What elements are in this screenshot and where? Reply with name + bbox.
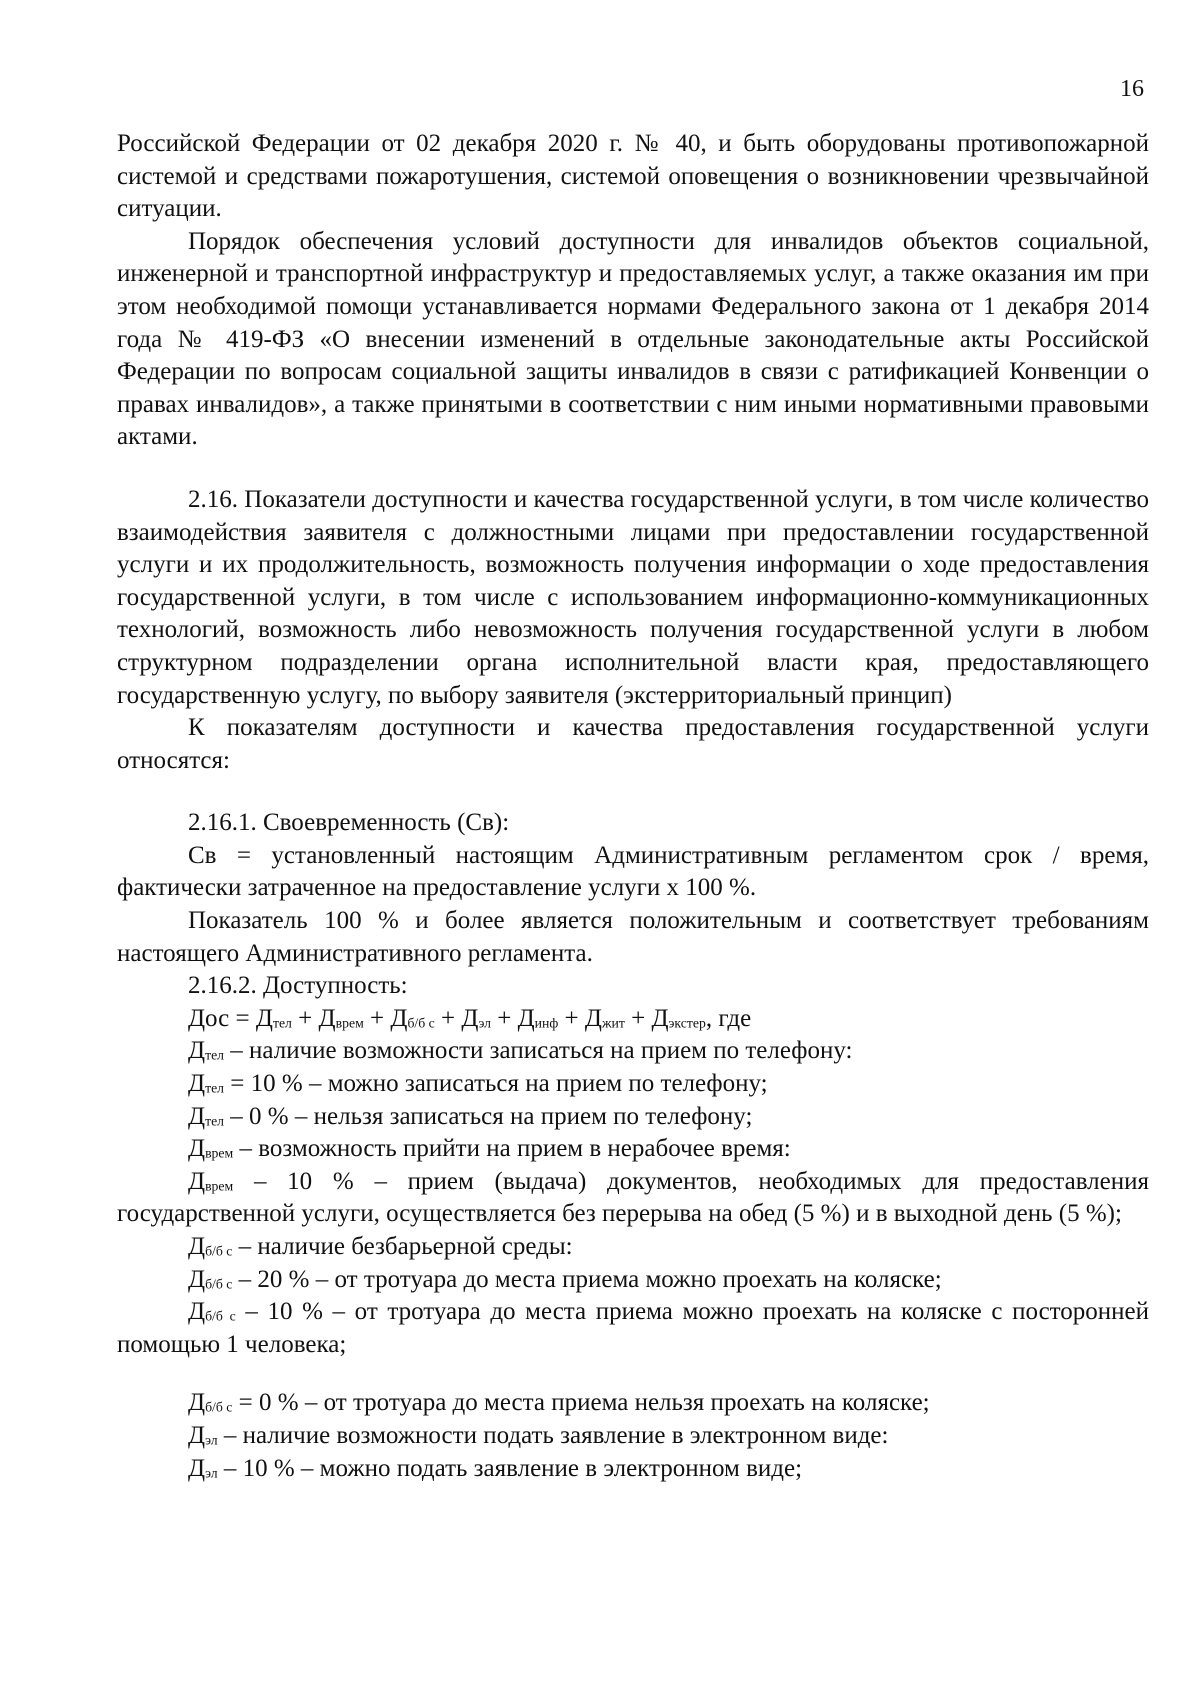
formula-term: $Д_{б/б с}$ +	[390, 1004, 462, 1032]
indicator-item: $Д_{эл} - 10$ % – можно подать заявление в электронном виде;	[188, 1454, 803, 1482]
subsection-heading: 2.16.2. Доступность:	[188, 972, 408, 1000]
accessibility-formula	[117, 1003, 1149, 1036]
page-number: 16	[1120, 76, 1144, 102]
paragraph: Порядок обеспечения условий доступности для инвалидов объектов социальной, инженерной и транспортной инфраструктур и предоставляемых услуг, а также оказания им при этом необходимой помощи устанавливается нормами Федерального закона от 1 декабря 2014 года № 419-ФЗ «О внесении изменений в отдельные законодательные акты Российской Федерации по вопросам социальной защиты инвалидов в связи с ратификацией Конвенции о правах инвалидов», а также принятыми в соответствии с ним иными нормативными правовыми актами.	[117, 227, 1149, 451]
formula-term: $Д_{врем}$ +	[318, 1004, 391, 1032]
spacer	[117, 1361, 1149, 1387]
section-heading-paragraph: 2.16. Показатели доступности и качества государственной услуги, в том числе количество взаимодействия заявителя с должностными лицами при предоставлении государственной услуги и их продолжительность, возможность получения информации о ходе предоставления государственной услуги, в том числе с использованием информационно-коммуникационных технологий, возможность либо невозможность получения государственной услуги в любом структурном подразделении органа исполнительной власти края, предоставляющего государственную услугу, по выбору заявителя (экстерриториальный принцип)	[117, 485, 1149, 709]
formula-term: $Д_{тел}$ +	[255, 1004, 319, 1032]
formula-term: $Д_{экстер}$, где	[651, 1004, 752, 1032]
indicator-item: $Д_{б/б с} - 10$ % – от тротуара до места приема можно проехать на коляске с посторонней помощью 1 человека;	[117, 1298, 1149, 1358]
indicator-item: $Д_{эл}$ – наличие возможности подать заявление в электронном виде:	[188, 1421, 889, 1449]
formula-lhs: Дос =	[188, 1004, 256, 1032]
indicator-item: $Д_{тел}$ – наличие возможности записаться на прием по телефону:	[188, 1037, 853, 1065]
paragraph: К показателям доступности и качества предоставления государственной услуги относятся:	[117, 714, 1149, 774]
formula-term: $Д_{инф}$ +	[517, 1004, 585, 1032]
paragraph: Показатель 100 % и более является положительным и соответствует требованиям настоящего Административного регламента.	[117, 907, 1149, 967]
indicator-item: $Д_{тел} - 0$ % – нельзя записаться на прием по телефону;	[188, 1102, 753, 1130]
spacer	[117, 454, 1149, 484]
formula-term: $Д_{эл}$ +	[461, 1004, 518, 1032]
timeliness-formula: Св = установленный настоящим Административным регламентом срок / время, фактически затраченное на предоставление услуги x 100 %.	[117, 841, 1149, 902]
paragraph: Российской Федерации от 02 декабря 2020 г. № 40, и быть оборудованы противопожарной системой и средствами пожаротушения, системой оповещения о возникновении чрезвычайной ситуации.	[117, 130, 1149, 223]
indicator-item: $Д_{врем}$ – возможность прийти на прием в нерабочее время:	[188, 1135, 791, 1163]
indicator-item: $Д_{б/б с}$ – наличие безбарьерной среды:	[188, 1233, 573, 1260]
indicator-item: $Д_{б/б с} = 0$ % – от тротуара до места приема нельзя проехать на коляске;	[188, 1389, 930, 1417]
indicator-item: $Д_{врем} - 10$ % – прием (выдача) документов, необходимых для предоставления государственной услуги, осуществляется без перерыва на обед (5 %) и в выходной день (5 %);	[117, 1167, 1149, 1228]
indicator-item: $Д_{б/б с} - 20$ % – от тротуара до места приема можно проехать на коляске;	[188, 1265, 942, 1293]
document-body	[117, 128, 1149, 1485]
spacer	[117, 777, 1149, 807]
subsection-heading: 2.16.1. Своевременность (Св):	[188, 809, 510, 837]
indicator-item: $Д_{тел} = 10$ % – можно записаться на прием по телефону;	[188, 1070, 768, 1098]
formula-term: $Д_{жит}$ +	[584, 1004, 652, 1032]
